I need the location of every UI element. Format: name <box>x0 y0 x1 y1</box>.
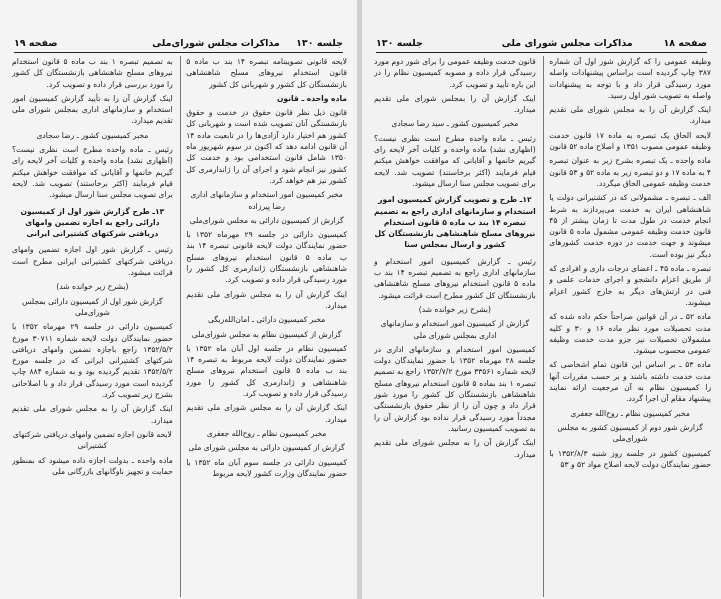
paragraph: ماده واحده ـ بدولت اجازه داده میشود که بمنظور حمایت و تجهیز ناوگانهای بازرگانی ملی <box>12 455 173 476</box>
centered-line: مخبر کمیسیون دارائی ـ امان‌الله‌ریگی <box>207 315 326 325</box>
left-page-right-column <box>186 56 347 597</box>
left-page-session: جلسه ۱۳۰ <box>296 38 343 49</box>
centered-line: لایحه قانون اجازه تضمین وامهای دریافتی شرکتهای کشتیرانی <box>12 429 172 451</box>
paragraph: لایحه الحاق یک تبصره به ماده ۱۷ قانون خدمت وظیفه عمومی مصوب ۱۳۵۱ و اصلاح ماده ۵۲ قانون <box>549 130 711 152</box>
left-page <box>0 0 357 599</box>
paragraph: رئیس ـ ماده واحده مطرح است نظری نیست؟ (اظهاری نشد) ماده واحده و کلیات آخر لایحه رای گیریم خانمها و آقایانی که موافقت خواهش میکنم قیام فرمایند (اکثر برخاستند) تصویب شد. لایحه برای تصویب مجلس سنا ارسال میشود. <box>12 145 173 200</box>
right-page-header <box>376 38 707 53</box>
centered-line: (بشرح زیر خوانده شد) <box>418 304 492 314</box>
left-page-columns <box>12 56 347 597</box>
left-page-header <box>14 38 343 53</box>
paragraph: وظیفه عمومی را که گزارش شور اول آن شماره ۳۸۷ چاپ گردیده است براساس پیشنهادات واصله مورد رسیدگی قرار داد و با توجه به پیشنهادات واصله به تصویب شور اول رسید. <box>549 57 711 100</box>
paragraph: رئیس ـ گزارش کمیسیون امور استخدام و سازمانهای اداری راجع به تصمیم تبصره ۱۴ بند ب ماده ۵ قانون استخدام نیروهای مسلح شاهنشاهی بازنشستگان کل کشور مطرح است قرائت میشود. <box>374 256 536 300</box>
right-page <box>362 0 721 599</box>
column-divider <box>543 56 544 597</box>
centered-line: مخبر کمیسیون امور استخدام و سازمانهای اداری رضا پیرزاده <box>190 190 343 211</box>
centered-line: گزارش از کمیسیون دارائی به مجلس شورای ملی <box>188 443 345 453</box>
left-page-left-column <box>12 56 173 597</box>
centered-line: مخبر کمیسیون نظام ـ روح‌الله جعفری <box>206 428 327 438</box>
right-page-session: جلسه ۱۳۰ <box>376 38 423 49</box>
column-divider <box>180 56 181 597</box>
right-page-left-column <box>374 56 536 597</box>
paragraph: اینک گزارش آن را بمجلس شورای ملی تقدیم میدارد. <box>374 93 536 115</box>
centered-line: گزارش از کمیسیون نظام به مجلس شورای‌ملی <box>191 329 342 339</box>
right-page-title: مذاکرات مجلس شورای ملی <box>501 38 633 49</box>
left-page-title: مذاکرات مجلس شورای‌ملی <box>152 38 280 49</box>
centered-line: مخبر کمیسیون کشور ـ سید رضا سجادی <box>391 119 519 129</box>
paragraph: رئیس ـ ماده واحده مطرح است نظری نیست؟ (اظهاری نشد) ماده واحده و کلیات آخر لایحه رای گیریم خانمها و آقایانی که موافقت خواهش میکنم قیام فرمایند (اکثر برخاستند) تصویب شد. لایحه برای تصویب مجلس سنا ارسال میشود. <box>374 133 536 188</box>
paragraph: اینک گزارش آن را به مجلس شورای ملی تقدیم میدارد. <box>186 403 347 424</box>
paragraph: قانون ذیل نظر قانون حقوق در خدمت و حقوق بازنشستگی آنان تصویب شده است و شهربانی کل کشور هم اختیار دارد آزادی‌ها را در تابعیت ماده ۱۴ آن قانون ادامه دهد که اکنون در سوم شهریور ماه ۱۳۵۰ شامل قانون استخدامی بود و خدمت کل کشور نیز انجام شود و اجرای آن را ژاندارمری کل کشور نیز هم خواهد کرد. <box>186 108 347 185</box>
paragraph: تبصره ـ ماده ۴۵ ـ اعضای درجات داری و افرادی که از طریق اعزام دانشجو و اجرای خدمات علمی و فنی در ارتش‌های دیگر به خارج کشور اعزام میشوند. <box>549 264 711 307</box>
paragraph: کمیسیون امور استخدام و سازمانهای اداری در جلسه ۲۸ مهرماه ۱۳۵۲ با حضور نمایندگان دولت لایحه شماره ۳۳۵۶۱ مورخ ۱۳۵۲/۷/۲ راجع به تصمیم تبصره ۱ بند بماده ۵ قانون استخدام نیروهای مسلح شاهنشاهی بازنشستگان کل کشور را مورد شور قرار داد و چون آن را از نظر حقوق بازنشستگی مجدداً مورد رسیدگی قرار نداده بود گزارش آن را به تصویب کمیسیون رسانید. <box>374 344 536 433</box>
paragraph: کمیسیون نظام در جلسه اول آبان ماه ۱۳۵۲ با حضور نمایندگان دولت لایحه مربوط به تبصره ۱۴ بند ب ماده ۵ قانون استخدام نیروهای مسلح شاهنشاهی و ژاندارمری کل کشور را مورد رسیدگی قرار داده و تصویب کرد. <box>186 343 347 399</box>
paragraph: ماده ۵۲ ـ در آن قوانین صراحتاً حکم داده شده که مدت تحصیلات مورد نظر ماده ۱۶ و ۳۰ و کلیه مشمولان تحصیلات نیز جزو مدت خدمت وظیفه عمومی محسوب میشود. <box>549 312 711 356</box>
paragraph: کمیسیون کشور در جلسه روز شنبه ۱۳۵۲/۸/۳ با حضور نمایندگان دولت لایحه اصلاح مواد ۵۲ و ۵۳ <box>549 448 711 469</box>
centered-line: گزارش شور اول از کمیسیون دارائی بمجلس شورای‌ملی <box>22 296 163 317</box>
centered-line: مخبر کمیسیون کشور ـ رضا سجادی <box>36 130 149 140</box>
right-page-columns <box>374 56 711 597</box>
paragraph: اینک گزارش آن را به مجلس شورای ملی تقدیم میدارد. <box>186 289 347 310</box>
paragraph: ماده واحده ـ یک تبصره بشرح زیر به عنوان تبصره ۴ به ماده ۱۷ و دو تبصره زیر به ماده ۵۲ و ۵۳ قانون خدمت وظیفه عمومی الحاق میگردد. <box>549 156 711 188</box>
paragraph: الف ـ تبصره ـ مشمولانی که در کشتیرانی دولت یا شاهنشاهی ایران به خدمت می‌پردازند به شرط انجام خدمت در طول مدت تا زمان بیشتر از ۴۵ قانون خدمت وظیفه عمومی مشمول ماده ۵ قانون میشوند و جهت خدمت در دوره خدمت کشورهای دیگر نیز بوده است. <box>549 193 711 259</box>
paragraph: اینک گزارش آن را به مجلس شورای ملی تقدیم میدارد. <box>374 438 536 459</box>
paragraph: قانون خدمت وظیفه عمومی را برای شور دوم مورد رسیدگی قرار داده و مصوبه کمیسیون نظام را در این باره تأیید و تصویب کرد. <box>374 57 536 89</box>
paragraph: اینک گزارش آن را به مجلس شورای ملی تقدیم میدارد. <box>12 404 173 425</box>
left-page-number: صفحه ۱۹ <box>14 38 58 49</box>
paragraph: لایحه قانونی تصویبنامه تبصره ۱۴ بند ب ماده ۵ قانون استخدام نیروهای مسلح شاهنشاهی بازنشستگان کل کشور و شهربانی کل کشور <box>186 57 347 89</box>
section-heading: ۱۲ـ طرح و تصویب گزارش کمیسیون امور استخدام و سازمانهای اداری راجع به تصمیم تبصره ۱۴ بند ب ماده ۵ قانون استخدام نیروهای مسلح شاهنشاهی بازنشستگان کل کشور و ارسال بمجلس سنا <box>374 195 536 250</box>
paragraph: رئیس ـ گزارش شور اول اجازه تضمین وامهای دریافتی شرکتهای کشتیرانی ایرانی مطرح است قرائت میشود. <box>12 245 173 278</box>
paragraph: اینک گزارش آن را به مجلس شورای ملی تقدیم میدارد. <box>549 105 711 126</box>
centered-line: گزارش شور دوم از کمیسیون کشور به مجلس شورای‌ملی <box>557 422 703 444</box>
right-page-number: صفحه ۱۸ <box>663 38 707 49</box>
paragraph: کمیسیون دارائی در جلسه ۲۹ مهرماه ۱۳۵۲ با حضور نمایندگان دولت لایحه قانونی تبصره ۱۴ بند ب ماده ۵ قانون استخدام نیروهای مسلح شاهنشاهی بازنشستگان ژاندارمری کل کشور را مورد رسیدگی قرار داده و تصویب کرد. <box>186 230 347 285</box>
right-page-right-column <box>549 56 711 597</box>
paragraph: به تصمیم تبصره ۱ بند ب ماده ۵ قانون استخدام نیروهای مسلح شاهنشاهی بازنشستگان کل کشور را مورد بررسی قرار داده و تصویب کرد. <box>12 57 173 89</box>
centered-line: مخبر کمیسیون نظام ـ روح‌الله جعفری <box>570 408 690 418</box>
centered-line: گزارش از کمیسیون دارائی به مجلس شورای‌ملی <box>189 215 344 225</box>
paragraph: ماده واحده ـ قانون <box>276 93 347 103</box>
centered-line: (بشرح زیر خوانده شد) <box>56 282 129 292</box>
centered-line: گزارش از کمیسیون امور استخدام و سازمانهای اداری بمجلس شورای ملی <box>380 319 530 340</box>
paragraph: کمیسیون دارائی در جلسه ۲۹ مهرماه ۱۳۵۲ با حضور نمایندگان دولت لایحه شماره ۳۰۷۱۱ مورخ ۱۳۵۲/۵/۲ راجع باجازه تضمین وامهای دریافتی شرکتهای کشتیرانی ایرانی که در جلسه مورخ ۱۳۵۲/۵/۲ تقدیم گردیده بود و به شماره ۸۸۴ چاپ گردیده است مورد رسیدگی قرار داد و با اصلاحاتی بشرح زیر تصویب کرد. <box>12 322 173 400</box>
section-heading: ۱۳ـ طرح گزارش شور اول از کمیسیون دارائی راجع به اجازه تضمین وامهای دریافتی شرکتهای کشتیرانی ایرانی <box>20 206 165 239</box>
paragraph: کمیسیون دارائی در جلسه سوم آبان ماه ۱۳۵۲ با حضور نمایندگان وزارت کشور لایحه مربوط <box>186 457 347 478</box>
paragraph: ماده ۵۳ ـ بر اساس این قانون تمام اشخاصی که مدت خدمت داشته باشند و بر حسب مقررات آنها را کمیسیون نظام به آن مرجعیت ارائه نمایند پیشنهاد مقام آن اجرا گردد. <box>549 360 711 404</box>
paragraph: اینک گزارش آن را به تأیید گزارش کمیسیون امور استخدام و سازمانهای اداری بمجلس شورای ملی تقدیم میدارد. <box>12 93 173 126</box>
